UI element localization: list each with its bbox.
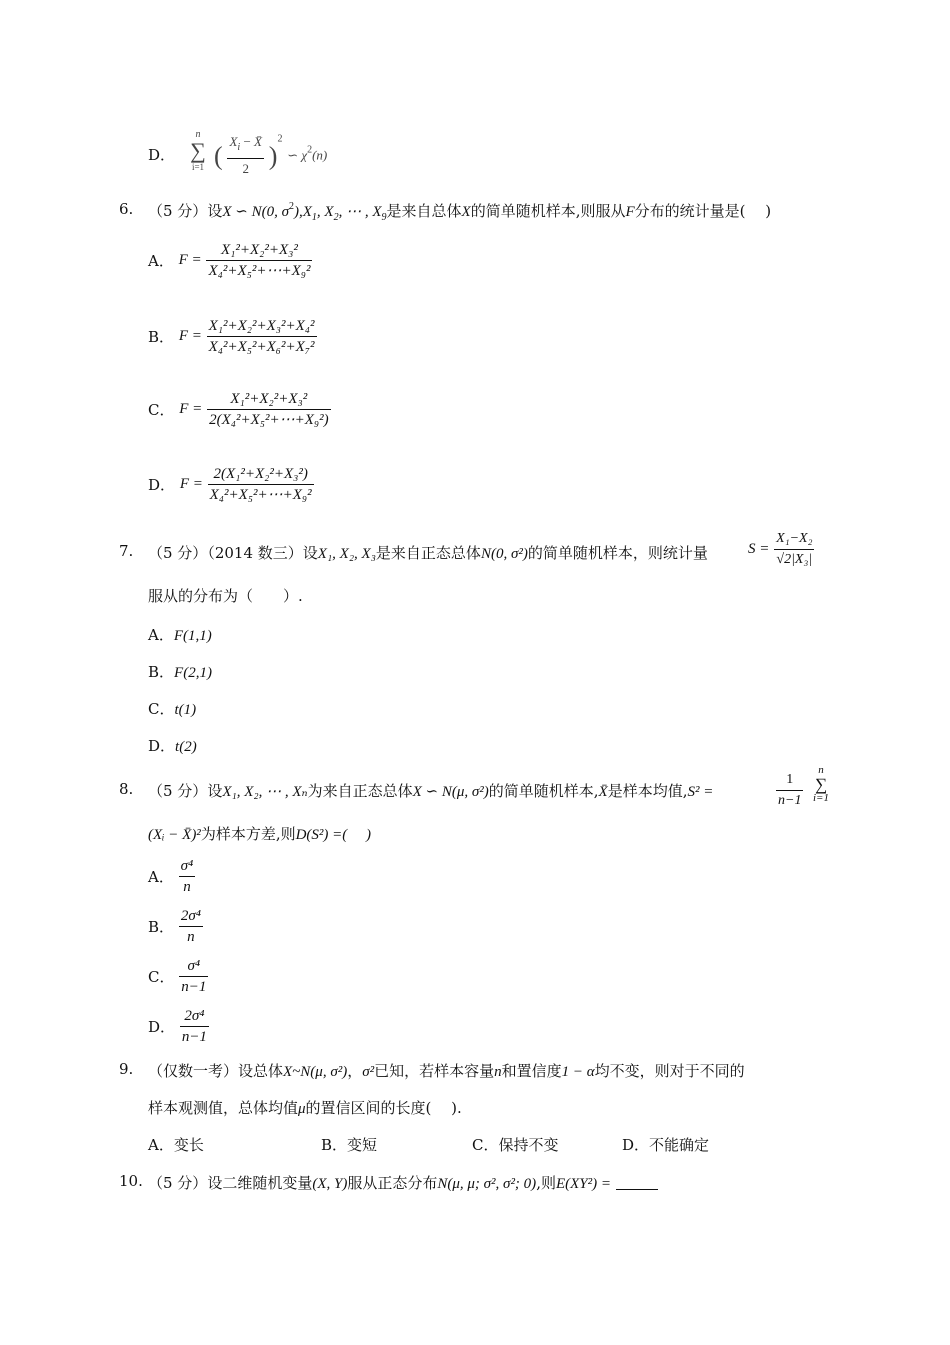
stem-text2: 是来自正态总体 [375,544,481,562]
option-label: A． [148,626,174,644]
q7-option-b [148,661,212,682]
var-f: F [625,204,635,220]
option-numerator: 2σ⁴ [184,1008,205,1024]
stem-text: 设 [207,202,223,220]
question-stem-line2 [148,823,371,844]
q8-fraction [776,770,803,811]
sigma: σ² [362,1064,375,1080]
stem-text3: 的简单随机样本, [488,782,599,800]
source: （2014 数三） [207,544,303,562]
stem-text2: 为来自正态总体 [307,782,413,800]
points: （5 分） [148,1174,208,1192]
var-x2: X [461,204,471,220]
option-label: A． [148,868,174,886]
sum-symbol: ∑ [190,138,206,163]
confidence: 1 − α [561,1064,595,1080]
dist: X~N(μ, σ²) [283,1064,348,1080]
vars: X₁, X₂, ⋯ , Xₙ [222,784,308,800]
stem-text2: 服从正态分布 [347,1174,438,1192]
stem-text: 设二维随机变量 [207,1174,313,1192]
option-label: B． [148,663,175,681]
stem-text3: ,则 [536,1174,556,1192]
stat-denominator: √2|X₃| [774,549,814,570]
option-numerator: σ⁴ [180,858,194,874]
option-denominator: n [179,876,196,897]
q9-option-a [148,1134,204,1155]
option-label: D． [148,146,176,164]
question-stem-line2 [148,1097,462,1118]
option-denominator: X₄²+X₅²+⋯+X₉² [208,484,314,505]
q6-option-d [148,464,314,505]
option-label: A． [148,252,174,270]
stem-line2-text: 为样本方差,则 [200,825,296,843]
option-label: C． [148,700,175,718]
stem-text-end: 分布的统计量是( ) [634,202,772,220]
option-label: C． [472,1136,499,1154]
q7-statistic [748,529,814,570]
normal: N(0, σ²) [480,546,528,562]
tilde: ∽ [231,204,252,220]
option-denominator: n [179,926,203,947]
q8-option-b [148,906,203,947]
q7-option-d [148,735,197,756]
question-stem [148,1172,658,1193]
option-numerator: σ⁴ [187,958,201,974]
q8-option-a [148,856,195,897]
question-stem: （5 分）设X ∽ N(0, $\sigma^2),X_1$, $X_2$, ⋯ , $X_9$是来自总体X的简单随机样本,则服从F分布的统计量是( ) [148,201,772,223]
option-lhs: F = [178,328,202,344]
question-stem [148,780,713,801]
option-denominator: 2(X₄²+X₅²+⋯+X₉²) [207,409,330,430]
expectation: E(XY²) = [555,1176,611,1192]
option-numerator: X₁²+X₂²+X₃² [221,242,298,258]
option-label: D． [148,737,176,755]
stat-numerator: X₁−X₂ [776,531,813,546]
frac-numerator: 1 [786,772,794,787]
option-label: D． [148,1018,176,1036]
option-label: B． [321,1136,348,1154]
q8-option-c [148,956,208,997]
stem-text-mid2: 的简单随机样本,则服从 [470,202,626,220]
option-value: t(2) [175,739,197,755]
vars: X₁, X₂, X₃ [317,546,376,562]
question-stem [148,1060,745,1081]
q9-option-d [622,1134,709,1155]
question-number: 8. [119,780,134,798]
question-number: 6. [119,200,134,218]
q6-option-b [148,316,317,357]
stat-lhs: S = [748,541,770,557]
sum-symbol: ∑ [814,775,828,794]
var-mu: μ [298,1101,306,1117]
sum-lower: i=1 [813,792,829,804]
option-value: F(2,1) [174,665,212,681]
dist: X ∽ N(μ, σ²) [412,784,489,800]
option-numerator: 2(X₁²+X₂²+X₃²) [213,466,308,482]
ds-expr: D(S²) =( ) [295,827,372,843]
option-lhs: F = [178,252,202,268]
option-lhs: F = [179,401,203,417]
option-denominator: X₄²+X₅²+⋯+X₉² [206,260,312,281]
option-value: 变长 [173,1136,204,1154]
question-stem [148,542,708,563]
option-value: 不能确定 [649,1136,710,1154]
option-value: 保持不变 [498,1136,559,1154]
q5d-expression: ( $\frac{X_i - X̄}{2}$ )$^2$ ∽ $\chi^2(n)$ [214,132,327,179]
option-label: A． [148,1136,174,1154]
stem-text: （仅数一考）设总体 [148,1062,284,1080]
q9-option-c [472,1134,559,1155]
var-n: n [494,1064,502,1080]
option-denominator: n−1 [180,1026,209,1047]
xbar: X̄ [598,784,608,800]
option-numerator: 2σ⁴ [180,908,201,924]
q6-option-a [148,240,312,281]
option-label: D． [622,1136,650,1154]
stem-text3: 的简单随机样本，则统计量 [527,544,708,562]
variance-expr: (Xᵢ − X̄)² [148,827,201,843]
sup: 2 [288,201,294,212]
option-denominator: n−1 [179,976,208,997]
stem-line2a: 样本观测值，总体均值 [148,1099,299,1117]
q8-option-d [148,1006,209,1047]
xy: (X, Y) [312,1176,348,1192]
question-number: 10. [119,1172,143,1190]
points: （5 分） [148,202,208,220]
var-x: X [222,204,232,220]
option-numerator: X₁²+X₂²+X₃² [230,391,308,407]
option-value: t(1) [174,702,197,718]
q6-option-c [148,389,331,430]
option-label: C． [148,401,175,419]
option-label: C． [148,968,175,986]
stem-text2: ， [347,1062,363,1080]
question-number: 7. [119,542,134,560]
sum-lower: i=1 [191,162,205,172]
question-number: 9. [119,1060,134,1078]
option-label: B． [148,918,175,936]
q9-option-b [321,1134,377,1155]
points: （5 分） [148,782,208,800]
points: （5 分） [148,544,208,562]
frac-denominator: n−1 [776,790,803,811]
q7-option-a [148,624,212,645]
option-value: F(1,1) [173,628,212,644]
option-value: 变短 [347,1136,378,1154]
stem-text: 设 [207,782,223,800]
option-label: B． [148,328,175,346]
option-denominator: X₄²+X₅²+X₆²+X₇² [207,336,317,357]
stem-line2b: 的置信区间的长度( ). [305,1099,462,1117]
s2-lhs: S² = [687,784,714,800]
dist: N(μ, μ; σ², σ²; 0) [437,1176,537,1192]
stem-text4: 和置信度 [501,1062,562,1080]
q8-summation [810,765,832,804]
option-numerator: X₁²+X₂²+X₃²+X₄² [208,318,315,334]
stem-text: 设 [302,544,318,562]
option-label: D． [148,476,176,494]
sum-upper: n [195,129,201,140]
normal: N(0, σ [251,204,289,220]
q7-option-c [148,698,196,719]
normal-end: ), [293,204,303,220]
question-stem-line2: 服从的分布为（ ）. [148,587,303,605]
stem-text3: 已知，若样本容量 [374,1062,495,1080]
sum-upper: n [818,764,824,776]
stem-text-mid: 是来自总体 [386,202,462,220]
stem-text5: 均不变，则对于不同的 [594,1062,745,1080]
answer-blank[interactable] [616,1175,658,1190]
summation [186,130,210,172]
stem-text4: 是样本均值, [607,782,688,800]
option-lhs: F = [179,476,203,492]
